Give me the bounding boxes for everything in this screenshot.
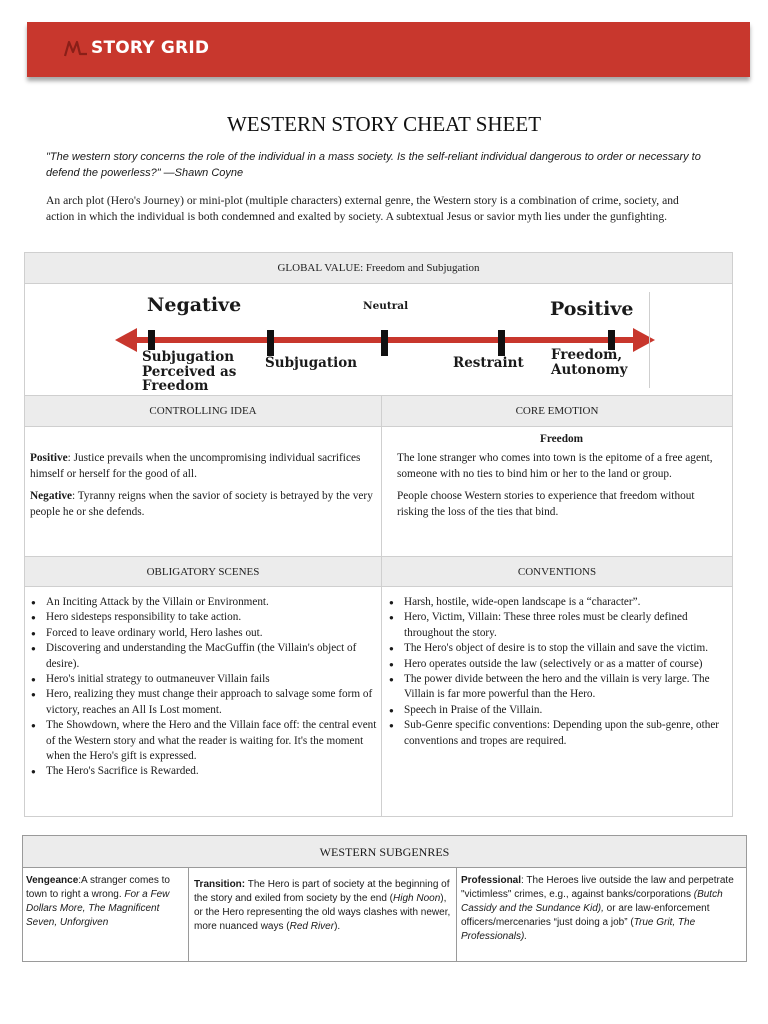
list-item: ● Hero, Victim, Villain: These three roles must be clearly defined throughout the story. xyxy=(388,610,726,641)
controlling-idea-negative xyxy=(30,489,375,520)
scale-point-subjugation: Subjugation xyxy=(265,355,358,371)
obligatory-scenes-header-text: OBLIGATORY SCENES xyxy=(146,566,260,578)
core-emotion-paragraph-2: People choose Western stories to experience that freedom without risking the loss of the ties that bind. xyxy=(397,490,695,518)
scale-point-freedom: Freedom, Autonomy xyxy=(551,347,628,378)
professional-example-2: True Grit, The Professionals). xyxy=(461,917,696,942)
negative-label: Negative xyxy=(30,490,73,502)
value-scale xyxy=(115,292,655,394)
conventions-list xyxy=(388,595,726,749)
subgenre-transition xyxy=(189,868,457,961)
vengeance-text: :A stranger comes to town to right a wrong. xyxy=(26,875,170,900)
scale-positive-label: Positive xyxy=(550,298,634,320)
brand-name: STORY GRID xyxy=(91,38,210,58)
core-emotion-paragraph-1: The lone stranger who comes into town is the epitome of a free agent, someone with no ties to bind him or her to the land or group. xyxy=(397,452,713,480)
value-tick-1 xyxy=(148,330,155,350)
list-item: ● The Showdown, where the Hero and the Villain face off: the central event of the Western story and what the reader is waiting for. It's the moment when the Hero's gift is expressed. xyxy=(30,718,377,764)
list-item: ● An Inciting Attack by the Villain or Environment. xyxy=(30,595,377,610)
transition-text-3: ). xyxy=(334,921,341,932)
transition-text-1: The Hero is part of society at the beginning of the story and exiled from society by the end ( xyxy=(194,879,450,904)
scale-negative-label: Negative xyxy=(147,294,242,316)
list-item: ● Hero sidesteps responsibility to take action. xyxy=(30,610,377,625)
scale-point-subjugation-perceived: Subjugation Perceived as Freedom xyxy=(142,349,237,394)
list-item: ● Hero, realizing they must change their approach to salvage some form of victory, reaches an All Is Lost moment. xyxy=(30,687,377,718)
list-item: ● Sub-Genre specific conventions: Depending upon the sub-genre, other conventions and tropes are required. xyxy=(388,718,726,749)
controlling-idea-header xyxy=(25,396,382,427)
global-value-header xyxy=(25,253,732,284)
header-banner xyxy=(27,22,750,77)
conventions-header xyxy=(382,557,732,587)
transition-text-2: ), or the Hero representing the old ways clashes with newer, more nuanced ways ( xyxy=(194,893,451,932)
obligatory-scenes-header xyxy=(25,557,382,587)
intro-paragraph: An arch plot (Hero's Journey) or mini-plot (multiple characters) external genre, the Western story is a combination of crime, society, and action in which the individual is both condemned and exalted by society. A subtextual Jesus or savior myth lies under the gunfighting. xyxy=(46,194,679,223)
value-tick-4 xyxy=(498,330,505,356)
scale-divider xyxy=(649,292,650,388)
transition-example-1: High Noon xyxy=(393,893,441,904)
list-item: ● The Hero's object of desire is to stop the villain and save the victim. xyxy=(388,641,726,656)
value-arrow-left-head xyxy=(115,328,137,352)
transition-label: Transition: xyxy=(194,879,246,890)
page-title: WESTERN STORY CHEAT SHEET xyxy=(226,112,542,136)
negative-text: : Tyranny reigns when the savior of society is betrayed by the very people he or she defends. xyxy=(30,490,373,518)
vengeance-examples: For a Few Dollars More, The Magnificent Seven, Unforgiven xyxy=(26,889,170,928)
subgenres-header: WESTERN SUBGENRES xyxy=(23,836,746,868)
controlling-idea-positive xyxy=(30,451,375,482)
subgenres-table xyxy=(22,835,747,962)
list-item: ● Hero's initial strategy to outmaneuver Villain fails xyxy=(30,672,377,687)
global-value-header-text: GLOBAL VALUE: Freedom and Subjugation xyxy=(277,262,480,274)
list-item: ● The power divide between the hero and the villain is very large. The Villain is far more powerful than the Hero. xyxy=(388,672,726,703)
transition-example-2: Red River xyxy=(289,921,335,932)
value-tick-2 xyxy=(267,330,274,356)
obligatory-scenes-list xyxy=(30,595,377,780)
professional-example-1: (Butch Cassidy and the Sundance Kid), xyxy=(461,889,723,914)
list-item: ● Discovering and understanding the MacGuffin (the Villain's object of desire). xyxy=(30,641,377,672)
list-item: ● The Hero's Sacrifice is Rewarded. xyxy=(30,764,377,779)
conventions-cell xyxy=(382,587,732,816)
vengeance-label: Vengeance xyxy=(26,875,79,886)
story-grid-table xyxy=(24,252,733,817)
brand-logo[interactable] xyxy=(63,38,209,58)
core-emotion-header xyxy=(382,396,732,427)
list-item: ● Forced to leave ordinary world, Hero lashes out. xyxy=(30,626,377,641)
global-value-scale-cell xyxy=(25,284,732,396)
value-tick-3 xyxy=(381,330,388,356)
list-item: ● Hero operates outside the law (selectively or as a matter of course) xyxy=(388,657,726,672)
positive-text: : Justice prevails when the uncompromising individual sacrifices himself or herself for the good of all. xyxy=(30,452,361,480)
professional-text-1: : The Heroes live outside the law and perpetrate "victimless" crimes, e.g., against banks/corporations xyxy=(461,875,734,900)
scale-point-restraint: Restraint xyxy=(453,355,524,371)
list-item: ● Speech in Praise of the Villain. xyxy=(388,703,726,718)
subgenre-vengeance xyxy=(23,868,189,961)
story-grid-logo-icon xyxy=(63,38,89,58)
controlling-idea-header-text: CONTROLLING IDEA xyxy=(149,405,257,417)
scale-neutral-label: Neutral xyxy=(363,300,409,312)
professional-label: Professional xyxy=(461,875,522,886)
core-emotion-cell xyxy=(382,427,732,557)
epigraph-quote: "The western story concerns the role of the individual in a mass society. Is the self-reliant individual dangerous to order or necessary to defend the powerless?" —Shawn Coyne xyxy=(46,151,701,179)
core-emotion-title: Freedom xyxy=(539,433,584,445)
conventions-header-text: CONVENTIONS xyxy=(517,566,597,578)
subgenre-professional xyxy=(457,868,746,961)
professional-text-2: or are law-enforcement officers/mercenaries “just doing a job” ( xyxy=(461,903,710,928)
list-item: ● Harsh, hostile, wide-open landscape is a “character”. xyxy=(388,595,726,610)
controlling-idea-cell xyxy=(25,427,382,557)
core-emotion-header-text: CORE EMOTION xyxy=(515,405,599,417)
positive-label: Positive xyxy=(30,452,68,464)
obligatory-scenes-cell xyxy=(25,587,382,816)
